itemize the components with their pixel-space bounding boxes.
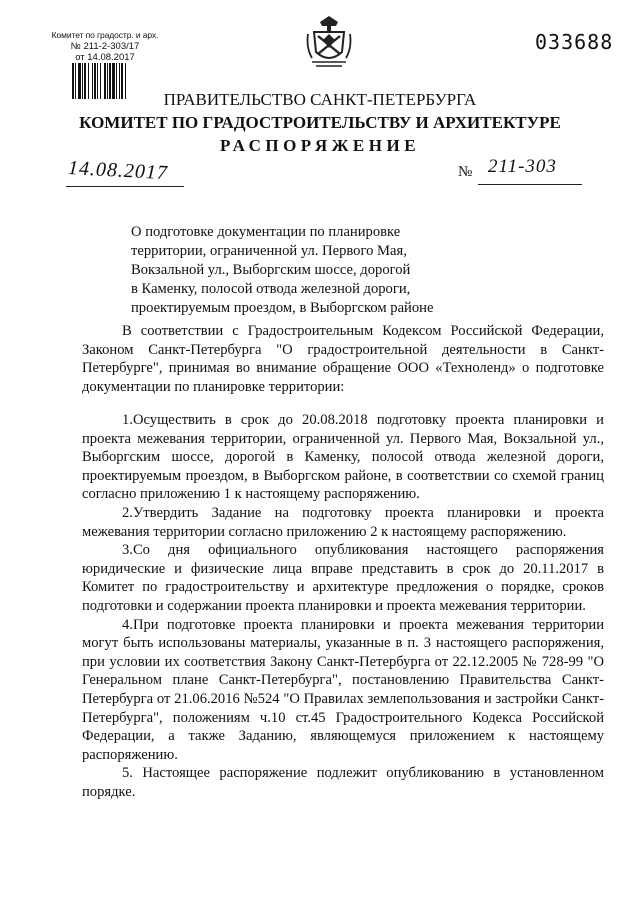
subject-line: территории, ограниченной ул. Первого Мая, xyxy=(131,243,407,259)
stamp-org: Комитет по градостр. и арх. xyxy=(51,30,159,40)
handwritten-number: 211-303 xyxy=(488,156,557,177)
coat-of-arms-icon xyxy=(306,14,352,68)
preamble xyxy=(82,322,604,396)
committee-title: КОМИТЕТ ПО ГРАДОСТРОИТЕЛЬСТВУ И АРХИТЕКТУРЕ xyxy=(79,113,561,132)
government-title: ПРАВИТЕЛЬСТВО САНКТ-ПЕТЕРБУРГА xyxy=(163,90,477,109)
stamp-reg-number: № 211-2-303/17 xyxy=(70,41,140,52)
document-subject xyxy=(131,223,433,318)
order-item-2: 2.Утвердить Задание на подготовку проекта планировки и проекта межевания территории согласно приложению 2 к настоящему распоряжению. xyxy=(82,504,604,540)
document-serial-number: 033688 xyxy=(535,30,614,54)
subject-line: в Каменку, полосой отвода железной дороги, xyxy=(131,281,411,297)
number-underline xyxy=(478,184,582,185)
handwritten-date: 14.08.2017 xyxy=(67,157,169,185)
order-item-5: 5. Настоящее распоряжение подлежит опубликованию в установленном порядке. xyxy=(82,765,604,800)
stamp-date: от 14.08.2017 xyxy=(75,52,135,63)
registration-stamp xyxy=(44,30,166,63)
order-item-1: 1.Осуществить в срок до 20.08.2018 подготовку проекта планировки и проекта межевания территории, ограниченной ул. Первого Мая, Вокзальной ул., Выборгским шоссе, дорогой в Каменку, полосой отвода железной дороги, проектируемым проездом, в Выборгском районе, в соответствии со схемой границ согласно приложению 1 к настоящему распоряжению. xyxy=(82,412,604,503)
subject-line: Вокзальной ул., Выборгским шоссе, дорогой xyxy=(131,262,411,278)
subject-line: проектируемым проездом, в Выборгском районе xyxy=(131,300,434,316)
document-type: РАСПОРЯЖЕНИЕ xyxy=(219,136,421,155)
date-underline xyxy=(66,186,184,187)
number-label: № xyxy=(458,164,473,180)
order-items xyxy=(82,411,604,801)
subject-line: О подготовке документации по планировке xyxy=(131,224,401,240)
order-item-3: 3.Со дня официального опубликования настоящего распоряжения юридические и физические лица вправе представить в срок до 20.11.2017 в Комитет по градостроительству и архитектуре предложения о порядке, сроков подготовки и содержании проекта планировки и проекта межевания территории. xyxy=(82,542,604,614)
preamble-text: В соответствии с Градостроительным Кодексом Российской Федерации, Законом Санкт-Петербурга "О градостроительной деятельности в Санкт-Петербурге", принимая во внимание обращение ООО «Техноленд» о подготовке документации по планировке территории: xyxy=(82,323,604,395)
order-item-4: 4.При подготовке проекта планировки и проекта межевания территории могут быть использованы материалы, указанные в п. 3 настоящего распоряжения, при условии их соответствия Закону Санкт-Петербурга от 22.12.2005 № 728-99 "О Генеральном плане Санкт-Петербурга", постановлению Правительства Санкт-Петербурга от 21.06.2016 №524 "О Правилах землепользования и застройки Санкт-Петербурга", положениям ч.10 ст.45 Градостроительного Кодекса Российской Федерации, а также Заданию, являющемуся приложением к настоящему распоряжению. xyxy=(82,616,604,763)
